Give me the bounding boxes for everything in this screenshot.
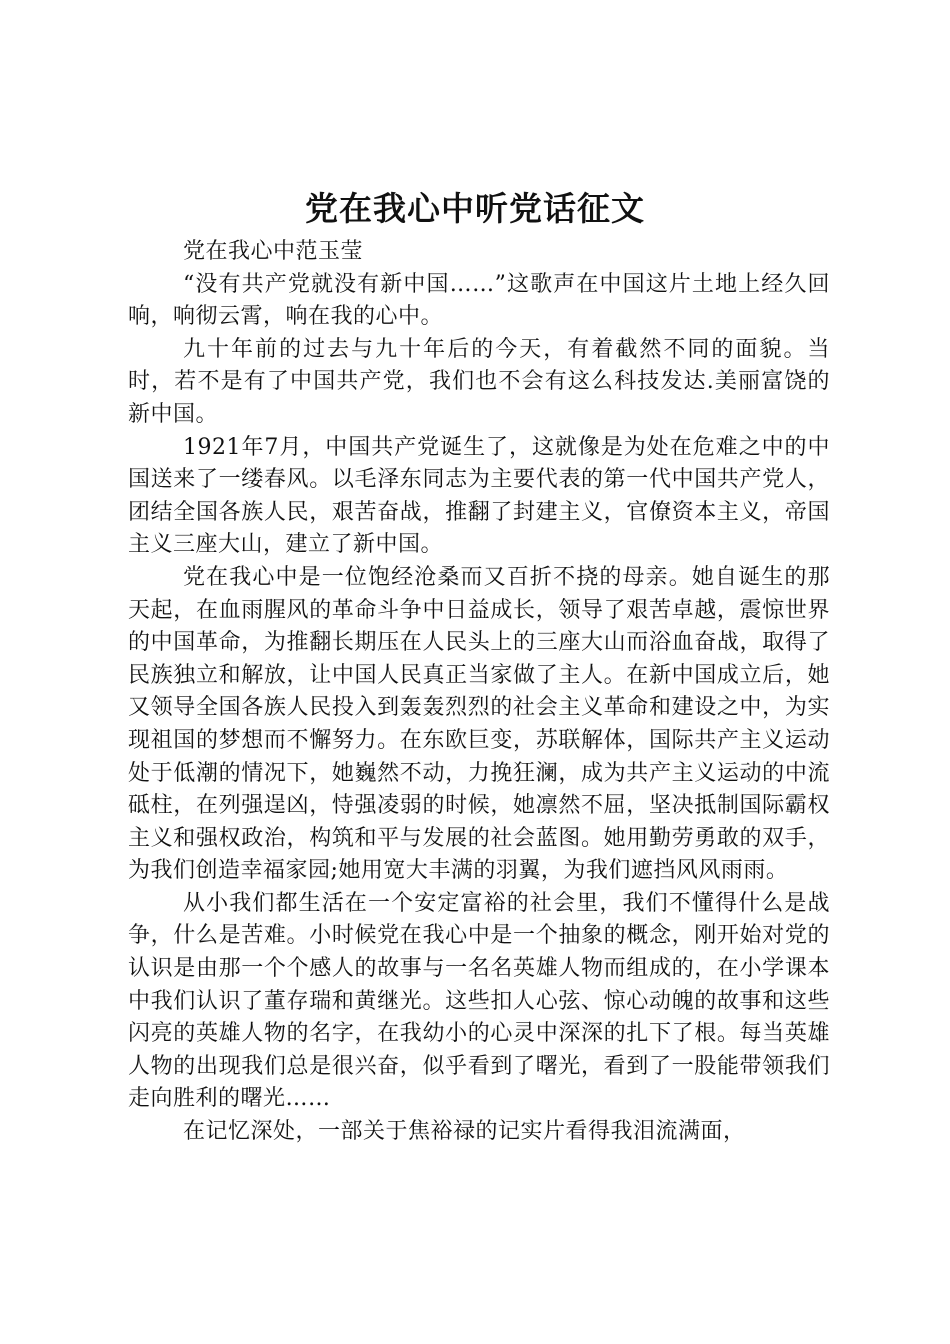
document-title: 党在我心中听党话征文 (305, 189, 645, 228)
document-body (128, 236, 830, 1149)
paragraph: “没有共产党就没有新中国……”这歌声在中国这片土地上经久回响，响彻云霄，响在我的心中。 (128, 271, 830, 330)
paragraph: 党在我心中是一位饱经沧桑而又百折不挠的母亲。她自诞生的那天起，在血雨腥风的革命斗争中日益成长，领导了艰苦卓越，震惊世界的中国革命，为推翻长期压在人民头上的三座大山而浴血奋战，取得了民族独立和解放，让中国人民真正当家做了主人。在新中国成立后，她又领导全国各族人民投入到轰轰烈烈的社会主义革命和建设之中，为实现祖国的梦想而不懈努力。在东欧巨变，苏联解体，国际共产主义运动处于低潮的情况下，她巍然不动，力挽狂澜，成为共产主义运动的中流砥柱，在列强逞凶，恃强凌弱的时候，她凛然不屈，坚决抵制国际霸权主义和强权政治，构筑和平与发展的社会蓝图。她用勤劳勇敢的双手，为我们创造幸福家园;她用宽大丰满的羽翼，为我们遮挡风风雨雨。 (128, 564, 830, 884)
paragraph: 九十年前的过去与九十年后的今天，有着截然不同的面貌。当时，若不是有了中国共产党，我们也不会有这么科技发达.美丽富饶的新中国。 (128, 336, 830, 427)
paragraph: 1921年7月，中国共产党诞生了，这就像是为处在危难之中的中国送来了一缕春风。以毛泽东同志为主要代表的第一代中国共产党人，团结全国各族人民，艰苦奋战，推翻了封建主义，官僚资本主义，帝国主义三座大山，建立了新中国。 (128, 434, 830, 558)
byline: 党在我心中范玉莹 (183, 239, 364, 264)
paragraph: 在记忆深处，一部关于焦裕禄的记实片看得我泪流满面， (183, 1119, 746, 1145)
paragraph: 从小我们都生活在一个安定富裕的社会里，我们不懂得什么是战争，什么是苦难。小时候党在我心中是一个抽象的概念，刚开始对党的认识是由那一个个感人的故事与一名名英雄人物而组成的，在小学课本中我们认识了董存瑞和黄继光。这些扣人心弦、惊心动魄的故事和这些闪亮的英雄人物的名字，在我幼小的心灵中深深的扎下了根。每当英雄人物的出现我们总是很兴奋，似乎看到了曙光，看到了一股能带领我们走向胜利的曙光…… (128, 890, 830, 1112)
